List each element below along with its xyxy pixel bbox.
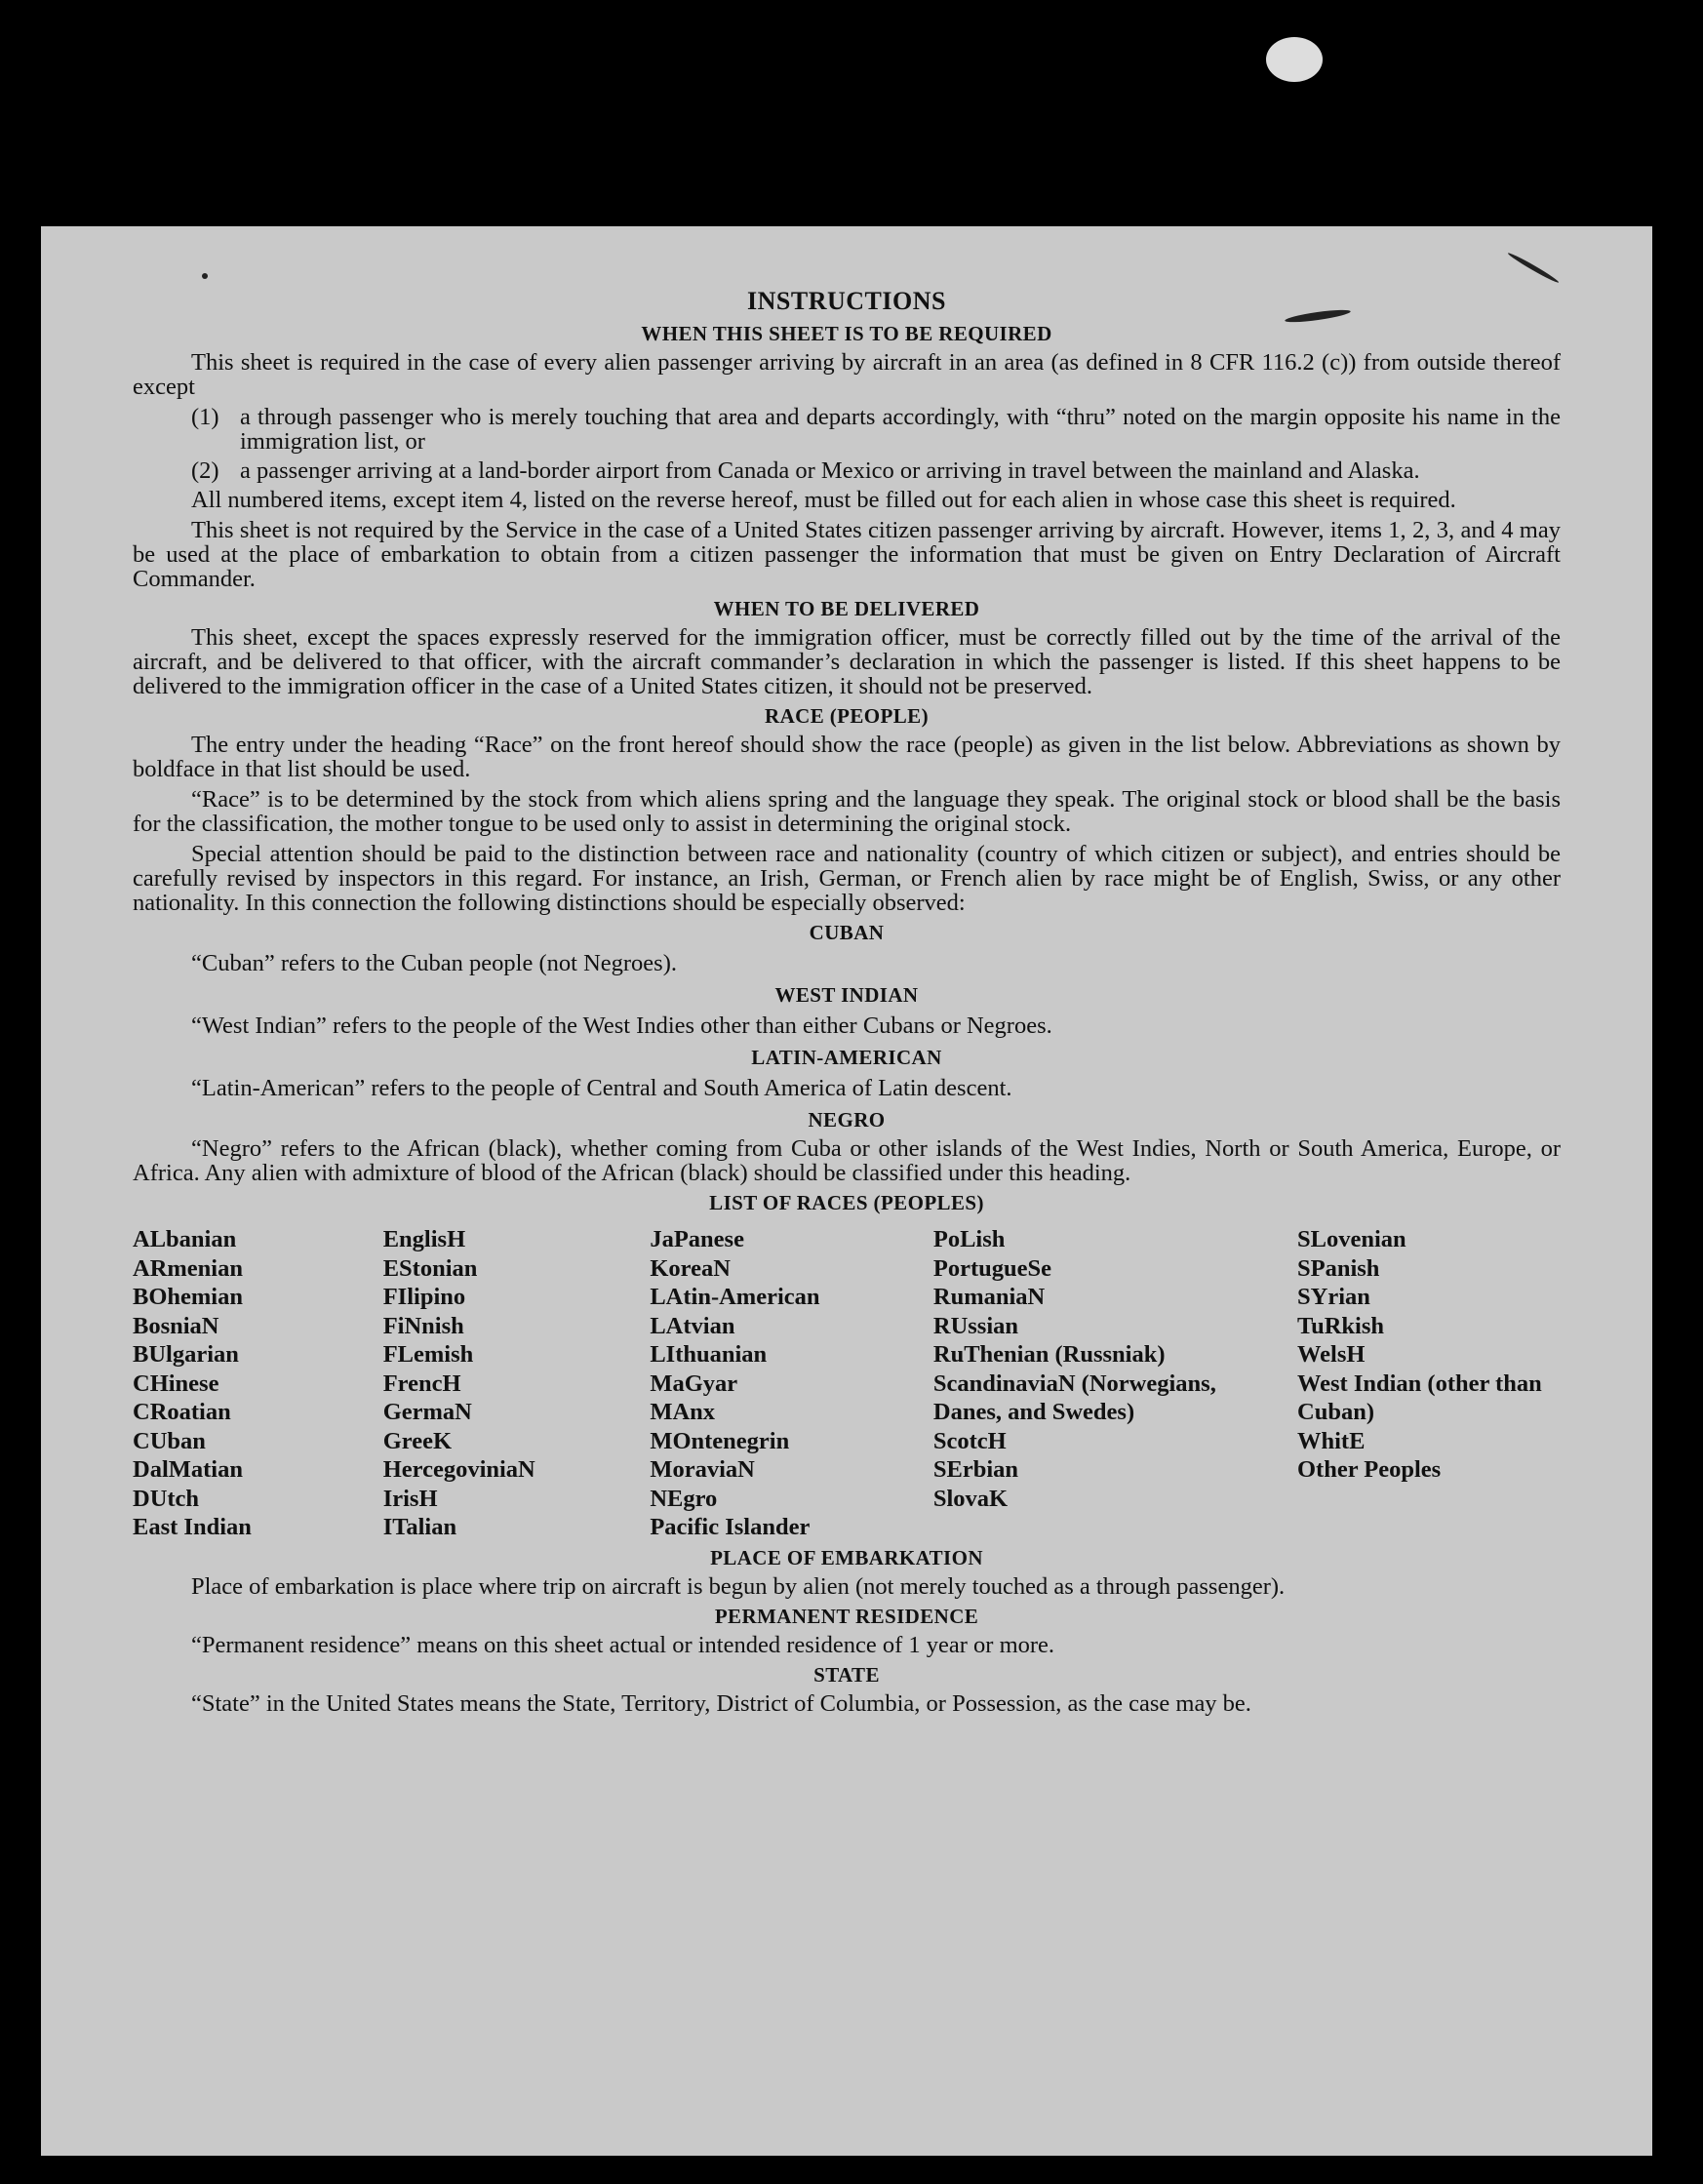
race-paragraph-2: “Race” is to be determined by the stock from which aliens spring and the language they speak. The original stock or blood shall be the basis for the classification, the mother tongue to be used only to assist in determining the original stock. — [133, 786, 1561, 837]
race-entry: CRoatian — [133, 1399, 231, 1425]
race-entry: MaGyar — [650, 1370, 738, 1397]
race-entry: West Indian (other than Cuban) — [1297, 1370, 1542, 1425]
race-entry: Other Peoples — [1297, 1456, 1442, 1483]
race-entry: HercegoviniaN — [382, 1456, 535, 1483]
race-entry: LAtin-American — [650, 1284, 820, 1310]
races-list — [133, 1225, 1561, 1542]
item-number: (2) — [191, 457, 219, 484]
heading-permanent-residence: PERMANENT RESIDENCE — [714, 1604, 979, 1628]
item-text: a through passenger who is merely touching that area and departs accordingly, with “thru” noted on the margin opposite his name in the immigration list, or — [240, 404, 1561, 455]
race-entry: WhitE — [1297, 1427, 1366, 1454]
state-paragraph: “State” in the United States means the State, Territory, District of Columbia, or Possession, as the case may be. — [191, 1689, 1251, 1717]
intro-paragraph: This sheet is required in the case of every alien passenger arriving by aircraft in an area (as defined in 8 CFR 116.2 (c)) from outside thereof except — [133, 349, 1561, 400]
heading-west-indian: WEST INDIAN — [774, 983, 919, 1007]
race-paragraph-1: The entry under the heading “Race” on the front hereof should show the race (people) as given in the list below. Abbreviations as shown by boldface in that list should be used. — [133, 732, 1561, 782]
race-entry: FiNnish — [382, 1312, 464, 1339]
negro-definition: “Negro” refers to the African (black), whether coming from Cuba or other islands of the West Indies, North or South America, Europe, or Africa. Any alien with admixture of blood of the African (black) should be classified under this heading. — [133, 1135, 1561, 1186]
race-entry: SlovaK — [932, 1485, 1009, 1512]
heading-negro: NEGRO — [808, 1108, 886, 1132]
races-column — [133, 1225, 383, 1542]
west-indian-definition: “West Indian” refers to the people of the West Indies other than either Cubans or Negroes. — [191, 1013, 1052, 1039]
race-entry: SPanish — [1297, 1254, 1380, 1282]
race-entry: RumaniaN — [932, 1284, 1046, 1310]
race-entry: Pacific Islander — [650, 1514, 811, 1540]
citizen-paragraph: This sheet is not required by the Service in the case of a United States citizen passenger arriving by aircraft. However, items 1, 2, 3, and 4 may be used at the place of embarkation to obtain from a citizen passenger the information that must be given on Entry Declaration of Aircraft Commander. — [133, 517, 1561, 592]
page-title: INSTRUCTIONS — [747, 287, 946, 315]
heading-list-of-races: LIST OF RACES (PEOPLES) — [709, 1191, 984, 1214]
race-entry: East Indian — [133, 1514, 252, 1540]
race-entry: ScandinaviaN (Norwegians, Danes, and Swedes) — [932, 1370, 1216, 1425]
numbered-items-paragraph: All numbered items, except item 4, listed on the reverse hereof, must be filled out for each alien in whose case this sheet is required. — [191, 487, 1456, 513]
race-entry: NEgro — [650, 1485, 718, 1512]
heading-cuban: CUBAN — [809, 921, 885, 944]
heading-when-delivered: WHEN TO BE DELIVERED — [713, 597, 980, 620]
race-entry: GreeK — [382, 1427, 452, 1454]
paper-speck — [1266, 37, 1323, 82]
races-column — [933, 1225, 1297, 1542]
delivery-paragraph: This sheet, except the spaces expressly reserved for the immigration officer, must be correctly filled out by the time of the arrival of the aircraft, and be delivered to that officer, with the aircraft commander’s declaration in which the passenger is listed. If this sheet happens to be delivered to the immigration officer in the case of a United States citizen, it should not be preserved. — [133, 624, 1561, 699]
exception-item — [191, 405, 1561, 454]
race-entry: SErbian — [932, 1456, 1019, 1483]
race-entry: ARmenian — [133, 1254, 243, 1282]
race-entry: FrencH — [382, 1370, 461, 1397]
race-entry: IrisH — [382, 1485, 438, 1512]
race-entry: RuThenian (Russniak) — [932, 1341, 1166, 1368]
race-entry: MoraviaN — [650, 1456, 755, 1483]
exception-item — [191, 458, 1561, 483]
item-text: a passenger arriving at a land-border airport from Canada or Mexico or arriving in travel between the mainland and Alaska. — [240, 457, 1420, 484]
residence-paragraph: “Permanent residence” means on this sheet actual or intended residence of 1 year or more. — [191, 1631, 1055, 1658]
races-column — [1297, 1225, 1561, 1542]
race-entry: MOntenegrin — [650, 1427, 790, 1454]
race-entry: SLovenian — [1297, 1226, 1406, 1252]
races-column — [383, 1225, 651, 1542]
race-entry: JaPanese — [650, 1226, 744, 1252]
race-entry: WelsH — [1297, 1341, 1366, 1368]
ink-spot — [1507, 251, 1560, 284]
race-entry: BUlgarian — [133, 1341, 239, 1368]
race-entry: ScotcH — [932, 1427, 1007, 1454]
race-entry: PoLish — [932, 1226, 1006, 1252]
heading-race: RACE (PEOPLE) — [765, 704, 929, 728]
race-entry: KoreaN — [650, 1254, 731, 1282]
cuban-definition: “Cuban” refers to the Cuban people (not Negroes). — [191, 950, 677, 976]
race-entry: LIthuanian — [650, 1341, 768, 1368]
race-entry: FIlipino — [382, 1284, 466, 1310]
race-entry: BOhemian — [133, 1284, 243, 1310]
race-entry: MAnx — [650, 1399, 716, 1425]
race-entry: CHinese — [133, 1370, 219, 1397]
race-entry: SYrian — [1297, 1284, 1370, 1310]
item-number: (1) — [191, 404, 219, 430]
race-entry: PortugueSe — [932, 1254, 1051, 1282]
race-entry: BosniaN — [133, 1312, 219, 1339]
race-entry: DUtch — [133, 1485, 200, 1512]
race-entry: ALbanian — [133, 1226, 237, 1252]
races-column — [650, 1225, 933, 1542]
latin-american-definition: “Latin-American” refers to the people of Central and South America of Latin descent. — [191, 1075, 1012, 1101]
race-entry: CUban — [133, 1427, 206, 1454]
race-entry: ITalian — [382, 1514, 457, 1540]
heading-state: STATE — [813, 1662, 880, 1687]
race-entry: EnglisH — [382, 1226, 466, 1252]
race-paragraph-3: Special attention should be paid to the distinction between race and nationality (country of which citizen or subject), and entries should be carefully revised by inspectors in this regard. For instance, an Irish, German, or French alien by race might be of English, Swiss, or any other nationality. In this connection the following distinctions should be especially observed: — [133, 841, 1561, 916]
race-entry: FLemish — [382, 1341, 474, 1368]
heading-when-required: WHEN THIS SHEET IS TO BE REQUIRED — [641, 322, 1052, 345]
race-entry: EStonian — [382, 1254, 478, 1282]
embarkation-paragraph: Place of embarkation is place where trip on aircraft is begun by alien (not merely touched as a through passenger). — [191, 1572, 1286, 1600]
race-entry: TuRkish — [1297, 1312, 1385, 1339]
ink-spot — [202, 273, 208, 279]
race-entry: LAtvian — [650, 1312, 735, 1339]
race-entry: DalMatian — [133, 1456, 243, 1483]
race-entry: GermaN — [382, 1399, 472, 1425]
heading-embarkation: PLACE OF EMBARKATION — [710, 1545, 983, 1569]
race-entry: RUssian — [932, 1312, 1019, 1339]
heading-latin-american: LATIN-AMERICAN — [751, 1046, 942, 1069]
instruction-sheet — [41, 226, 1652, 2156]
